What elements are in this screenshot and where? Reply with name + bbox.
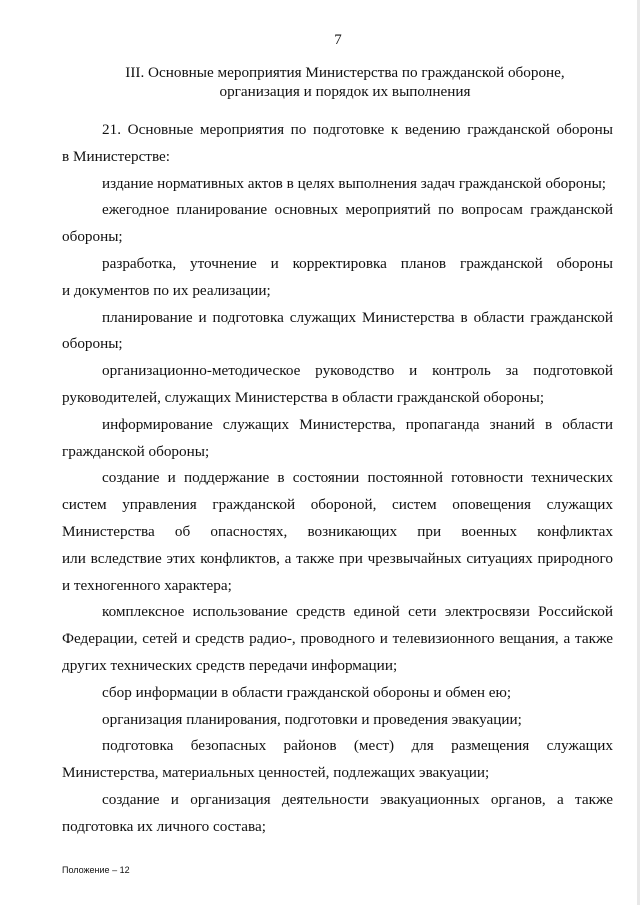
page-number: 7 — [334, 32, 342, 48]
paragraph-line: и документов по их реализации; — [62, 281, 271, 299]
document-body — [62, 117, 613, 841]
paragraph-line: Федерации, сетей и средств радио-, проводного и телевизионного вещания, а также — [62, 630, 613, 648]
paragraph — [62, 171, 613, 198]
paragraph — [62, 733, 613, 787]
paragraph-line: создание и организация деятельности эвакуационных органов, а также — [102, 790, 613, 808]
section-title-line-2: организация и порядок их выполнения — [219, 83, 471, 100]
paragraph-line: руководителей, служащих Министерства в области гражданской обороны; — [62, 388, 545, 406]
paragraph-line: 21. Основные мероприятия по подготовке к ведению гражданской обороны — [102, 121, 613, 138]
paragraph — [62, 680, 613, 707]
paragraph-line: Министерства об опасностях, возникающих при военных конфликтах — [62, 522, 613, 540]
paragraph — [62, 707, 613, 734]
paragraph-line: и техногенного характера; — [62, 576, 232, 594]
paragraph-line: других технических средств передачи информации; — [62, 656, 398, 674]
paragraph-line: издание нормативных актов в целях выполнения задач гражданской обороны; — [102, 174, 607, 192]
paragraph-line: или вследствие этих конфликтов, а также при чрезвычайных ситуациях природного — [62, 549, 613, 567]
paragraph-line: сбор информации в области гражданской обороны и обмен ею; — [102, 683, 512, 701]
paragraph — [62, 599, 613, 679]
paragraph — [62, 197, 613, 251]
paragraph — [62, 305, 613, 359]
paragraph-line: подготовка безопасных районов (мест) для размещения служащих — [102, 737, 613, 755]
footer-label: Положение – 12 — [62, 865, 130, 875]
paragraph-line: подготовка их личного состава; — [62, 817, 266, 835]
paragraph — [62, 412, 613, 466]
paragraph — [62, 465, 613, 599]
paragraph-line: Министерства, материальных ценностей, подлежащих эвакуации; — [62, 764, 490, 782]
paragraph-line: информирование служащих Министерства, пропаганда знаний в области — [102, 415, 613, 433]
paragraph-line: создание и поддержание в состоянии постоянной готовности технических — [102, 469, 613, 487]
paragraph-line: разработка, уточнение и корректировка планов гражданской обороны — [102, 254, 613, 272]
paragraph-line: систем управления гражданской обороной, систем оповещения служащих — [62, 496, 613, 514]
paragraph — [62, 251, 613, 305]
paragraph-line: комплексное использование средств единой сети электросвязи Российской — [102, 603, 613, 621]
paragraph — [62, 358, 613, 412]
paragraph — [62, 787, 613, 841]
paragraph-line: в Министерстве: — [62, 147, 170, 165]
paragraph-line: ежегодное планирование основных мероприятий по вопросам гражданской — [102, 201, 613, 219]
paragraph-line: обороны; — [62, 335, 123, 353]
section-title-line-1: III. Основные мероприятия Министерства по гражданской обороне, — [125, 64, 565, 81]
paragraph-line: организация планирования, подготовки и проведения эвакуации; — [102, 710, 522, 728]
paragraph-line: обороны; — [62, 228, 123, 246]
paragraph-line: планирование и подготовка служащих Министерства в области гражданской — [102, 308, 613, 326]
paragraph — [62, 117, 613, 171]
section-title — [60, 63, 630, 101]
paragraph-line: организационно-методическое руководство и контроль за подготовкой — [102, 362, 613, 380]
paragraph-line: гражданской обороны; — [62, 442, 210, 460]
